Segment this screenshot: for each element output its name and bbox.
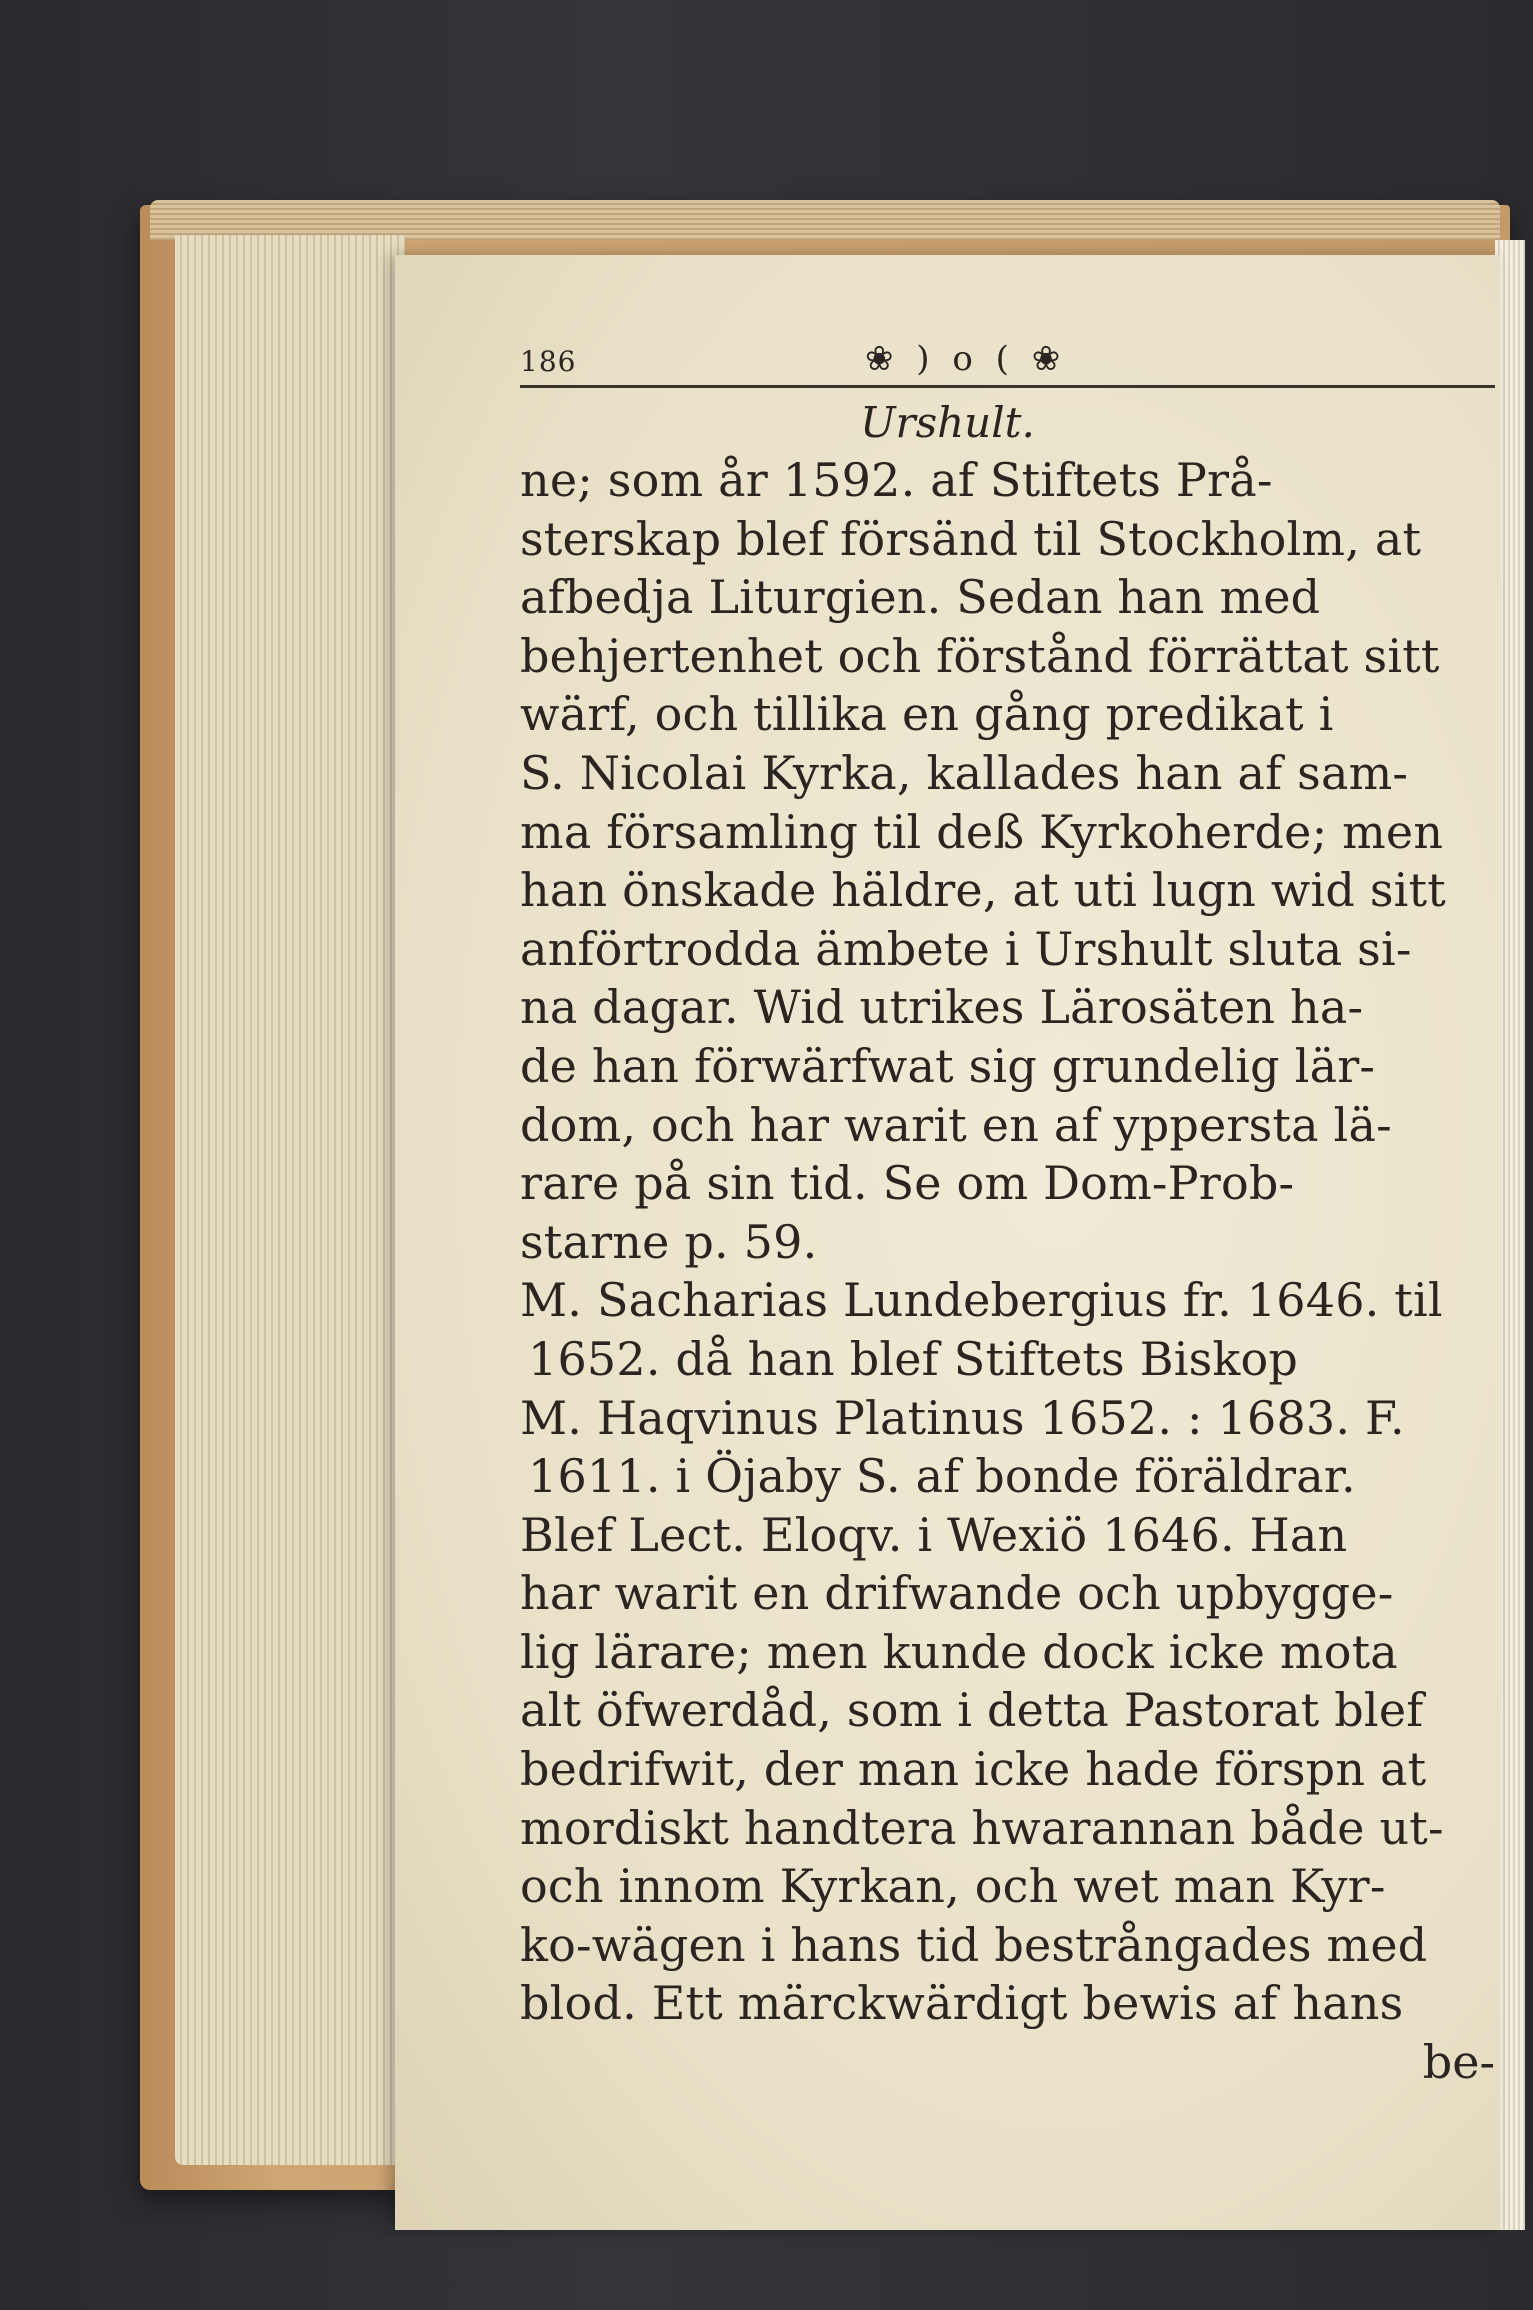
running-head [520,339,1495,388]
text-line: blod. Ett märckwärdigt bewis af hans [520,1976,1404,2031]
text-line: S. Nicolai Kyrka, kallades han af sam- [520,745,1409,800]
text-line: na dagar. Wid utrikes Lärosäten ha- [520,980,1364,1035]
catchword: be- [1422,2035,1495,2090]
text-line: alt öfwerdåd, som i detta Pastorat blef [520,1683,1424,1738]
text-line: och innom Kyrkan, och wet man Kyr- [520,1859,1386,1914]
text-line: behjertenhet och förstånd förrättat sitt [520,628,1440,683]
text-line: M. Sacharias Lundebergius fr. 1646. til [520,1273,1443,1328]
text-line: mordiskt handtera hwarannan både ut- [520,1800,1444,1855]
text-line: har warit en drifwande och upbygge- [520,1566,1394,1621]
text-line: bedrifwit, der man icke hade förspn at [520,1742,1427,1797]
text-line: lig lärare; men kunde dock icke mota [520,1624,1398,1679]
text-line: afbedja Liturgien. Sedan han med [520,570,1321,625]
text-line: de han förwärfwat sig grundelig lär- [520,1038,1376,1093]
text-line: ne; som år 1592. af Stiftets Prå- [520,453,1273,507]
text-line: sterskap blef försänd til Stockholm, at [520,511,1422,566]
header-ornament: ❀ ) o ( ❀ [865,339,1067,379]
text-line: rare på sin tid. Se om Dom-Prob- [520,1156,1295,1211]
page-stack-left [175,235,405,2165]
text-line: ko-wägen i hans tid bestrångades med [520,1917,1428,1972]
text-line: starne p. 59. [520,1214,818,1269]
text-line: 1611. i Öjaby S. af bonde föräldrar. [528,1449,1356,1504]
text-line: dom, och har warit en af yppersta lä- [520,1097,1392,1152]
text-line: anförtrodda ämbete i Urshult sluta si- [520,921,1412,976]
text-line: M. Haqvinus Platinus 1652. : 1683. F. [520,1390,1405,1445]
page-number: 186 [520,345,577,378]
text-line: wärf, och tillika en gång predikat i [520,687,1334,742]
text-line: 1652. då han blef Stiftets Biskop [528,1331,1299,1386]
place-heading: Urshult. [860,398,1035,447]
body-text [520,451,1495,2033]
book-page [395,255,1500,2230]
text-line: ma församling til deß Kyrkoherde; men [520,804,1444,859]
text-block [520,339,1495,2092]
text-line: Blef Lect. Eloqv. i Wexiö 1646. Han [520,1507,1348,1562]
text-line: han önskade häldre, at uti lugn wid sitt [520,863,1446,918]
page-block-top-edge [150,200,1500,240]
